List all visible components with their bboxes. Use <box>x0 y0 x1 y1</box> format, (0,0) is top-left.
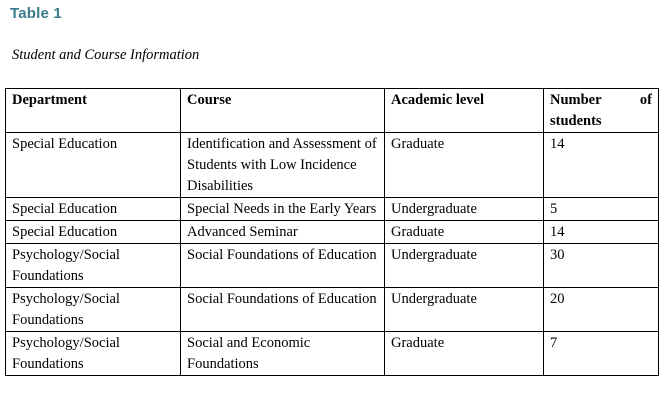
table-label: Table 1 <box>10 5 62 22</box>
cell-course: Special Needs in the Early Years <box>181 198 385 221</box>
cell-level: Graduate <box>385 332 544 376</box>
cell-students: 14 <box>544 133 659 198</box>
cell-level: Undergraduate <box>385 198 544 221</box>
header-number-word: Number <box>550 92 602 108</box>
table-row <box>6 244 659 288</box>
cell-course: Advanced Seminar <box>181 221 385 244</box>
cell-department: Special Education <box>6 133 181 198</box>
table-row <box>6 133 659 198</box>
table-row <box>6 221 659 244</box>
table-row <box>6 332 659 376</box>
cell-students: 20 <box>544 288 659 332</box>
header-students-word: students <box>550 113 602 129</box>
cell-level: Undergraduate <box>385 244 544 288</box>
cell-department: Psychology/Social Foundations <box>6 288 181 332</box>
cell-level: Graduate <box>385 133 544 198</box>
cell-department: Special Education <box>6 221 181 244</box>
header-number-of-students <box>544 89 659 133</box>
cell-students: 30 <box>544 244 659 288</box>
header-of-word: of <box>639 92 652 108</box>
cell-students: 14 <box>544 221 659 244</box>
cell-department: Psychology/Social Foundations <box>6 244 181 288</box>
cell-department: Psychology/Social Foundations <box>6 332 181 376</box>
cell-students: 5 <box>544 198 659 221</box>
cell-students: 7 <box>544 332 659 376</box>
header-department: Department <box>6 89 181 133</box>
cell-course: Social and Economic Foundations <box>181 332 385 376</box>
table-caption: Student and Course Information <box>12 47 200 63</box>
cell-department: Special Education <box>6 198 181 221</box>
table-row <box>6 288 659 332</box>
header-academic-level: Academic level <box>385 89 544 133</box>
cell-level: Graduate <box>385 221 544 244</box>
table-row <box>6 198 659 221</box>
header-course: Course <box>181 89 385 133</box>
cell-level: Undergraduate <box>385 288 544 332</box>
student-course-table <box>5 88 659 376</box>
cell-course: Social Foundations of Education <box>181 244 385 288</box>
cell-course: Identification and Assessment of Students with Low Incidence Disabilities <box>181 133 385 198</box>
cell-course: Social Foundations of Education <box>181 288 385 332</box>
header-row <box>6 89 659 133</box>
